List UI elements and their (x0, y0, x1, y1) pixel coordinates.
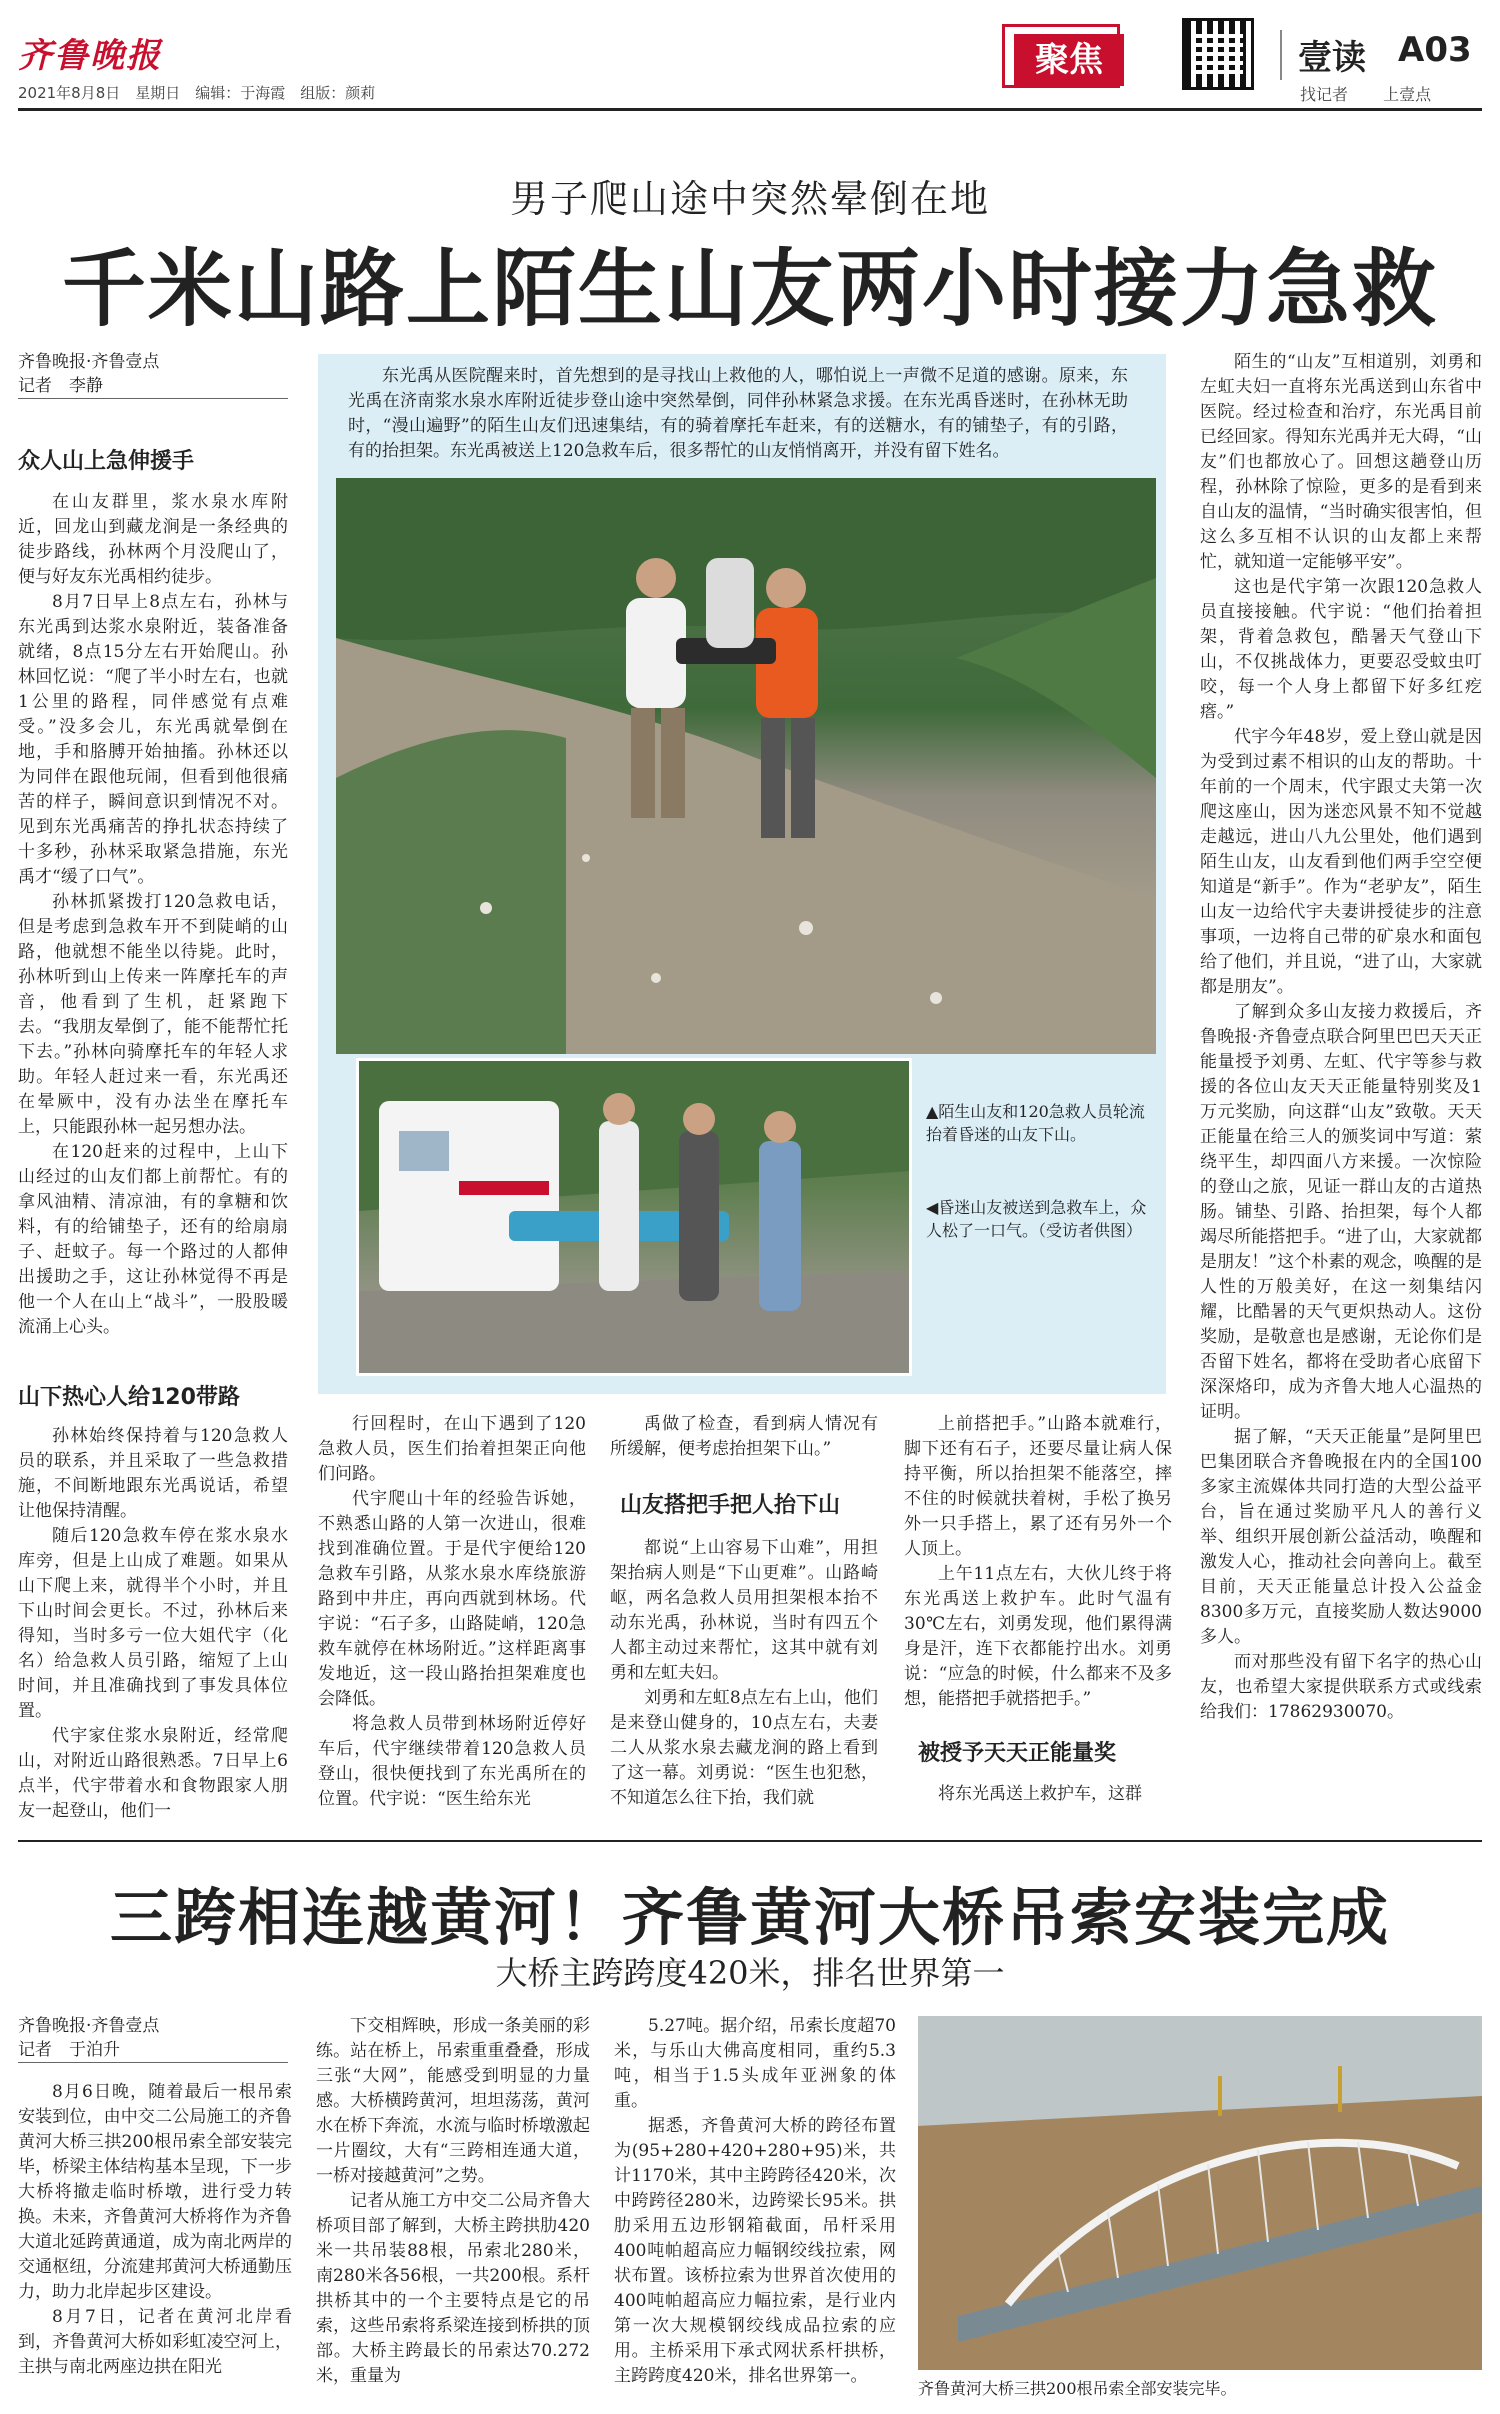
rescue-photo-mountain (336, 478, 1156, 1054)
paragraph: 上前搭把手。”山路本就难行，脚下还有石子，还要尽量让病人保持平衡，所以抬担架不能落空，摔不住的时候就扶着树，手松了换另外一只手搭上，累了还有另外一个人顶上。 (904, 1414, 1172, 1559)
story2-column-1 (18, 2080, 292, 2406)
paragraph: 在山友群里，浆水泉水库附近，回龙山到藏龙涧是一条经典的徒步路线，孙林两个月没爬山了，便与好友东光禹相约徒步。 (18, 492, 288, 587)
paragraph: 在120赶来的过程中，上山下山经过的山友们都上前帮忙。有的拿风油精、清凉油，有的拿糖和饮料，有的给铺垫子，还有的给扇扇子、赶蚊子。每一个路过的人都伸出援助之手，这让孙林觉得不再是他一个人在山上“战斗”，一股股暖流涌上心头。 (18, 1142, 288, 1337)
paragraph: 下交相辉映，形成一条美丽的彩练。站在桥上，吊索重重叠叠，形成三张“大网”，能感受到明显的力量感。大桥横跨黄河，坦坦荡荡，黄河水在桥下奔流，水流与临时桥墩激起一片圈纹，大有“三跨相连通大道，一桥对接越黄河”之势。 (316, 2016, 590, 2186)
newspaper-logo: 齐鲁晚报 (18, 36, 162, 76)
photo-caption-2: ◀昏迷山友被送到急救车上，众人松了一口气。（受访者供图） (926, 1198, 1147, 1240)
photo-caption-1: ▲陌生山友和120急救人员轮流抬着昏迷的山友下山。 (926, 1102, 1145, 1144)
paragraph: 将东光禹送上救护车，这群 (938, 1784, 1142, 1804)
paragraph: 孙林抓紧拨打120急救电话，但是考虑到急救车开不到陡峭的山路，他就想不能坐以待毙。此时，孙林听到山上传来一阵摩托车的声音，他看到了生机，赶紧跑下去。“我朋友晕倒了，能不能帮忙托下去。”孙林向骑摩托车的年轻人求助。年轻人赶过来一看，东光禹还在晕厥中，没有办法坐在摩托车上，只能跟孙林一起另想办法。 (18, 892, 288, 1137)
story1-kicker: 男子爬山途中突然晕倒在地 (509, 177, 990, 221)
paragraph: 上午11点左右，大伙儿终于将东光禹送上救护车。此时气温有30℃左右，刘勇发现，他们累得满身是汗，连下衣都能拧出水。刘勇说：“应急的时候，什么都来不及多想，能搭把手就搭把手。” (904, 1564, 1172, 1709)
story1-column-3 (610, 1412, 878, 1464)
section-name: 壹读 (1298, 38, 1366, 78)
paragraph: 8月6日晚，随着最后一根吊索安装到位，由中交二公局施工的齐鲁黄河大桥三拱200根吊索全部安装完毕，桥梁主体结构基本呈现，下一步大桥将撤走临时桥墩，进行受力转换。未来，齐鲁黄河大桥将作为齐鲁大道北延跨黄通道，成为南北两岸的交通枢纽，分流建邦黄河大桥通勤压力，助力北岸起步区建设。 (18, 2082, 292, 2302)
photo-caption-3: 齐鲁黄河大桥三拱200根吊索全部安装完毕。 (918, 2379, 1237, 2398)
paragraph: 禹做了检查，看到病人情况有所缓解，便考虑抬担架下山。” (610, 1414, 878, 1459)
byline-reporter: 记者 李静 (18, 374, 288, 399)
byline-source: 齐鲁晚报·齐鲁壹点 (18, 2016, 160, 2036)
page-number: A03 (1398, 30, 1472, 70)
story1-subhead-3: 山友搭把手把人抬下山 (620, 1493, 841, 1518)
ambulance-photo (356, 1058, 912, 1376)
header-divider (1280, 30, 1282, 80)
paragraph: 这也是代宇第一次跟120急救人员直接接触。代宇说：“他们抬着担架，背着急救包，酷暑天气登山下山，不仅挑战体力，更要忍受蚊虫叮咬，每一个人身上都留下好多红疙瘩。” (1200, 577, 1482, 722)
paragraph: 据了解，“天天正能量”是阿里巴巴集团联合齐鲁晚报在内的全国100多家主流媒体共同打造的大型公益平台，旨在通过奖励平凡人的善行义举、组织开展创新公益活动，唤醒和激发人心，推动社会向善向上。截至目前，天天正能量总计投入公益金8300多万元，直接奖励人数达9000多人。 (1200, 1427, 1482, 1647)
story1-column-4b (904, 1782, 1172, 1822)
story2-column-2 (316, 2014, 590, 2406)
story1-intro: 东光禹从医院醒来时，首先想到的是寻找山上救他的人，哪怕说上一声微不足道的感谢。原来，东光禹在济南浆水泉水库附近徒步登山途中突然晕倒，同伴孙林紧急求援。在东光禹昏迷时，在孙林无助时，“漫山遍野”的陌生山友们迅速集结，有的骑着摩托车赶来，有的送糖水，有的铺垫子，有的引路，有的抬担架。东光禹被送上120急救车后，很多帮忙的山友悄悄离开，并没有留下姓名。 (348, 366, 1128, 461)
story1-subhead-2: 山下热心人给120带路 (18, 1385, 240, 1410)
paragraph: 刘勇和左虹8点左右上山，他们是来登山健身的，10点左右，夫妻二人从浆水泉去藏龙涧的路上看到了这一幕。刘勇说：“医生也犯愁，不知道怎么往下抬，我们就 (610, 1688, 878, 1808)
story2-kicker: 大桥主跨跨度420米，排名世界第一 (495, 1954, 1005, 1992)
paragraph: 而对那些没有留下名字的热心山友，也希望大家提供联系方式或线索给我们：17862930070。 (1200, 1652, 1482, 1722)
paragraph: 了解到众多山友接力救援后，齐鲁晚报·齐鲁壹点联合阿里巴巴天天正能量授予刘勇、左虹、代宇等参与救援的各位山友天天正能量特别奖及1万元奖励，向这群“山友”致敬。天天正能量在给三人的颁奖词中写道：萦绕平生，却四面八方来援。一次惊险的登山之旅，见证一群山友的古道热肠。铺垫、引路、抬担架，每个人都竭尽所能搭把手。“进了山，大家就都是朋友！”这个朴素的观念，唤醒的是人性的万般美好，在这一刻集结闪耀，比酷暑的天气更炽热动人。这份奖励，是敬意也是感谢，无论你们是否留下姓名，都将在受助者心底留下深深烙印，成为齐鲁大地人心温热的证明。 (1200, 1002, 1482, 1422)
paragraph: 5.27吨。据介绍，吊索长度超70米，与乐山大佛高度相同，重约5.3吨，相当于1.5头成年亚洲象的体重。 (614, 2016, 896, 2111)
story1-column-1 (18, 490, 288, 1370)
byline-source: 齐鲁晚报·齐鲁壹点 (18, 352, 160, 372)
paragraph: 将急救人员带到林场附近停好车后，代宇继续带着120急救人员登山，很快便找到了东光禹所在的位置。代宇说：“医生给东光 (318, 1714, 586, 1809)
paragraph: 行回程时，在山下遇到了120急救人员，医生们抬着担架正向他们问路。 (318, 1414, 586, 1484)
story2-headline: 三跨相连越黄河！齐鲁黄河大桥吊索安装完成 (109, 1881, 1390, 1954)
paragraph: 代宇今年48岁，爱上登山就是因为受到过素不相识的山友的帮助。十年前的一个周末，代宇跟丈夫第一次爬这座山，因为迷恋风景不知不觉越走越远，进山八九公里处，他们遇到陌生山友，山友看到他们两手空空便知道是“新手”。作为“老驴友”，陌生山友一边给代宇夫妻讲授徒步的注意事项，一边将自己带的矿泉水和面包给了他们，并且说，“进了山，大家就都是朋友”。 (1200, 727, 1482, 997)
header-rule (18, 108, 1482, 111)
byline-reporter: 记者 于泊升 (18, 2038, 288, 2063)
story1-column-2 (318, 1412, 586, 1824)
story1-subhead-1: 众人山上急伸援手 (18, 449, 195, 474)
paragraph: 8月7日，记者在黄河北岸看到，齐鲁黄河大桥如彩虹凌空河上，主拱与南北两座边拱在阳光 (18, 2307, 292, 2377)
qr-code-icon (1182, 18, 1254, 90)
paragraph: 都说“上山容易下山难”，用担架抬病人则是“下山更难”。山路崎岖，两名急救人员用担架根本抬不动东光禹，孙林说，当时有四五个人都主动过来帮忙，这其中就有刘勇和左虹夫妇。 (610, 1538, 878, 1683)
story1-column-1b (18, 1424, 288, 1824)
story-divider (18, 1840, 1482, 1842)
story1-column-5 (1200, 350, 1482, 1826)
dateline: 2021年8月8日 星期日 编辑：于海霞 组版：颜莉 (18, 84, 376, 102)
story2-column-3 (614, 2014, 896, 2406)
paragraph: 记者从施工方中交二公局齐鲁大桥项目部了解到，大桥主跨拱肋420米一共吊装88根，吊索北280米，南280米各56根，一共200根。系杆拱桥其中的一个主要特点是它的吊索，这些吊索将系梁连接到桥拱的顶部。大桥主跨最长的吊索达70.272米，重量为 (316, 2191, 590, 2386)
story1-headline: 千米山路上陌生山友两小时接力急救 (61, 240, 1438, 338)
story2-byline (18, 2014, 288, 2063)
story1-column-4 (904, 1412, 1172, 1732)
bridge-photo (918, 2016, 1482, 2370)
paragraph: 代宇爬山十年的经验告诉她，不熟悉山路的人第一次进山，很难找到准确位置。于是代宇便给120急救车引路，从浆水泉水库绕旅游路到中井庄，再向西就到林场。代宇说：“石子多，山路陡峭，120急救车就停在林场附近。”这样距离事发地近，这一段山路抬担架难度也会降低。 (318, 1489, 586, 1709)
paragraph: 孙林始终保持着与120急救人员的联系，并且采取了一些急救措施，不间断地跟东光禹说话，希望让他保持清醒。 (18, 1426, 288, 1521)
focus-tag: 聚焦 (1014, 34, 1124, 86)
paragraph: 代宇家住浆水泉附近，经常爬山，对附近山路很熟悉。7日早上6点半，代宇带着水和食物跟家人朋友一起登山，他们一 (18, 1726, 288, 1821)
story1-byline (18, 350, 288, 399)
paragraph: 据悉，齐鲁黄河大桥的跨径布置为(95+280+420+280+95)米，共计1170米，其中主跨跨径420米，次中跨跨径280米，边跨梁长95米。拱肋采用五边形钢箱截面，吊杆采用400吨帕超高应力幅钢绞线拉索，网状布置。该桥拉索为世界首次使用的400吨帕超高应力幅拉索，是行业内第一次大规模钢绞线成品拉索的应用。主桥采用下承式网状系杆拱桥，主跨跨度420米，排名世界第一。 (614, 2116, 896, 2386)
header-slogan: 找记者 上壹点 (1300, 85, 1432, 104)
paragraph: 随后120急救车停在浆水泉水库旁，但是上山成了难题。如果从山下爬上来，就得半个小时，并且下山时间会更长。不过，孙林后来得知，当时多亏一位大姐代宇（化名）给急救人员引路，缩短了上山时间，并且准确找到了事发具体位置。 (18, 1526, 288, 1721)
paragraph: 8月7日早上8点左右，孙林与东光禹到达浆水泉附近，装备准备就绪，8点15分左右开始爬山。孙林回忆说：“爬了半小时左右，也就1公里的路程，同伴感觉有点难受。”没多会儿，东光禹就晕倒在地，手和胳膊开始抽搐。孙林还以为同伴在跟他玩闹，但看到他很痛苦的样子，瞬间意识到情况不对。见到东光禹痛苦的挣扎状态持续了十多秒，孙林采取紧急措施，东光禹才“缓了口气”。 (18, 592, 288, 887)
story1-subhead-4: 被授予天天正能量奖 (918, 1741, 1117, 1766)
paragraph: 陌生的“山友”互相道别，刘勇和左虹夫妇一直将东光禹送到山东省中医院。经过检查和治疗，东光禹目前已经回家。得知东光禹并无大碍，“山友”们也都放心了。回想这趟登山历程，孙林除了惊险，更多的是看到来自山友的温情，“当时确实很害怕，但这么多互相不认识的山友都上来帮忙，就知道一定能够平安”。 (1200, 352, 1482, 572)
story1-column-3b (610, 1536, 878, 1826)
